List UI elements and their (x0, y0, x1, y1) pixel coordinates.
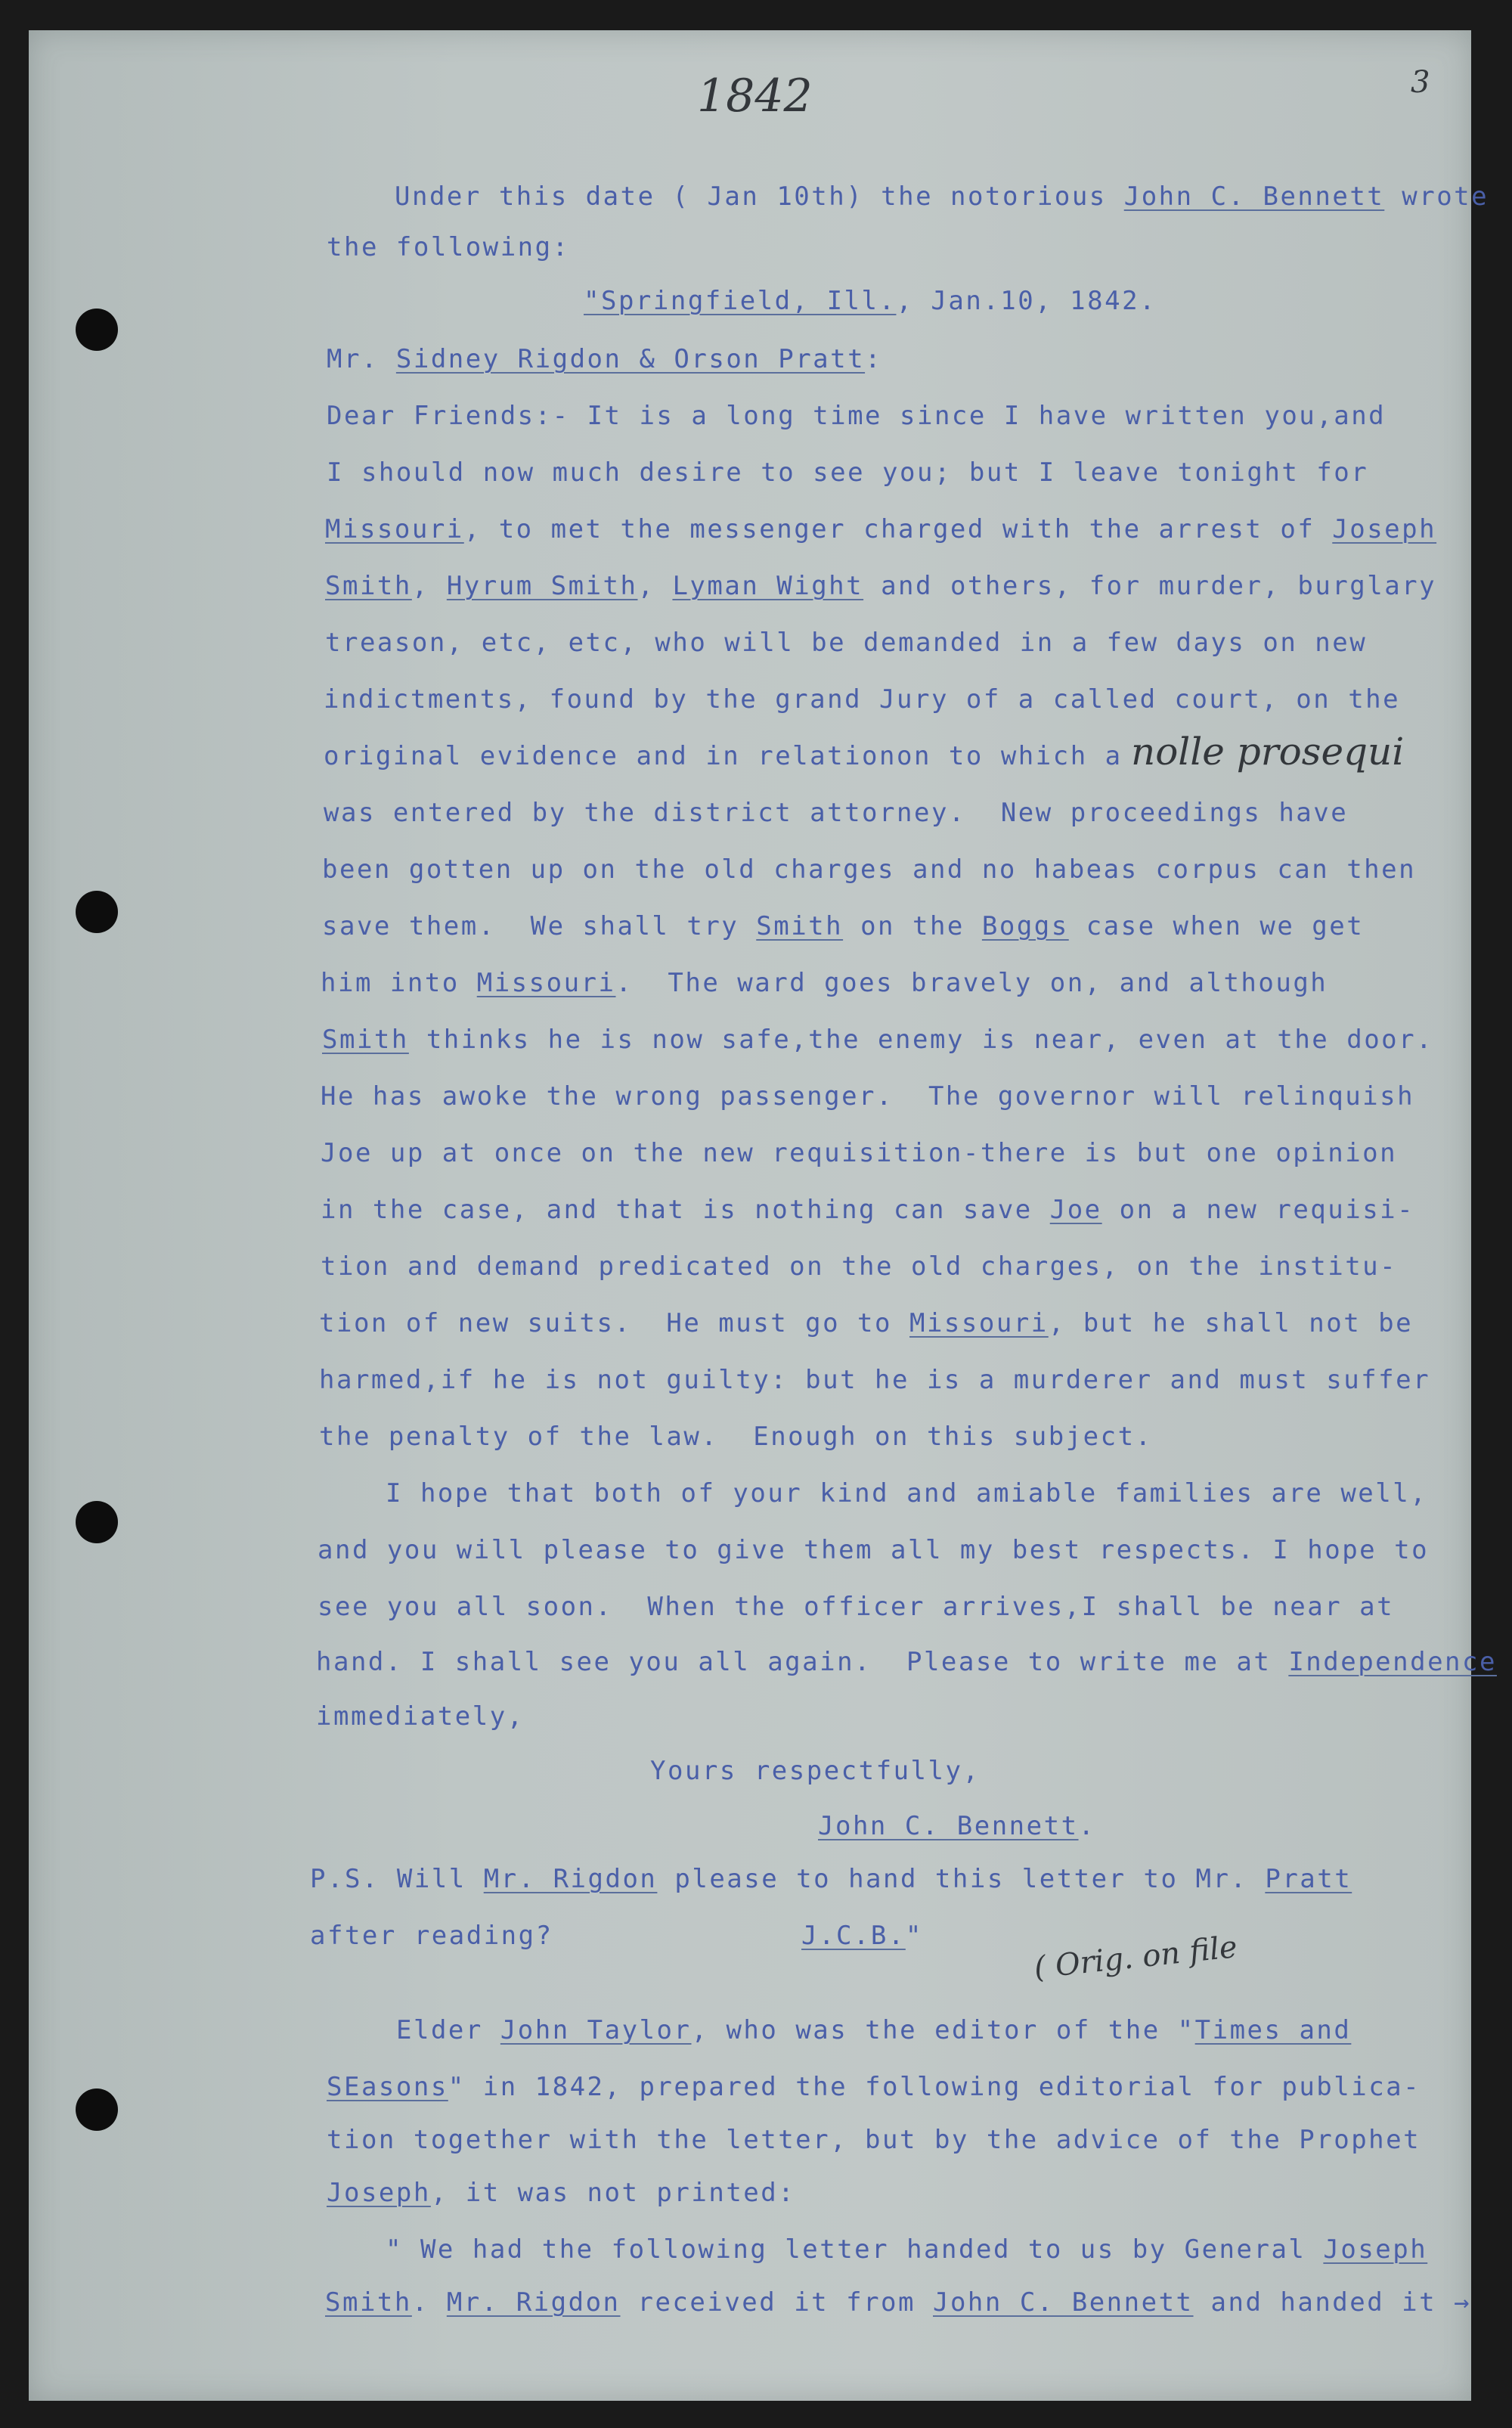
line-text: " We had the following letter handed to us by General (386, 2234, 1324, 2265)
underlined-name: John C. Bennett (1123, 181, 1385, 212)
line-text: thinks he is now safe,the enemy is near, even at the door. (408, 1025, 1434, 1055)
underlined-name: Mr. Rigdon (483, 1864, 658, 1894)
underlined-name: Independence (1288, 1647, 1497, 1677)
line-text: tion together with the letter, but by the advice of the Prophet (327, 2125, 1421, 2155)
typed-line (321, 968, 1328, 998)
typed-line (316, 1647, 1497, 1677)
typed-line (321, 1138, 1397, 1168)
underlined-name: Missouri (909, 1308, 1049, 1338)
underlined-name: Times and (1194, 2015, 1352, 2045)
punch-hole (76, 2088, 118, 2131)
typed-line (324, 798, 1348, 828)
typed-line (325, 2287, 1471, 2318)
underlined-name: Mr. Rigdon (446, 2287, 621, 2318)
underlined-name: Smith (322, 1025, 409, 1055)
typed-line (386, 2234, 1427, 2265)
typed-line (325, 514, 1436, 544)
line-text: " (905, 1921, 923, 1951)
typed-line (818, 1811, 1096, 1841)
line-text: please to hand this letter to Mr. (657, 1864, 1266, 1894)
line-text: , who was the editor of the " (691, 2015, 1195, 2045)
line-text: on the (843, 911, 982, 941)
handwritten-nolle-prosequi: nolle prosequi (1131, 730, 1405, 774)
line-text: received it from (620, 2287, 933, 2318)
underlined-name: John C. Bennett (818, 1811, 1079, 1841)
line-text: original evidence and in relationon to which a (324, 741, 1123, 771)
underlined-name: Sidney Rigdon & Orson Pratt (395, 344, 866, 374)
line-text: Under this date ( Jan 10th) the notorious (395, 181, 1124, 212)
line-text: . (411, 2287, 447, 2318)
typed-line (327, 401, 1386, 431)
line-text: I hope that both of your kind and amiable families are well, (386, 1478, 1428, 1509)
punch-hole (76, 309, 118, 351)
underlined-name: John Taylor (500, 2015, 692, 2045)
underlined-name: "Springfield, Ill. (584, 286, 897, 316)
line-text: . The ward goes bravely on, and although (615, 968, 1328, 998)
underlined-name: Joe (1049, 1195, 1102, 1225)
handwritten-page-number: 3 (1411, 65, 1430, 100)
punch-hole (76, 891, 118, 933)
typed-line (395, 181, 1489, 212)
typed-line (322, 854, 1416, 885)
line-text: hand. I shall see you all again. Please to write me at (316, 1647, 1289, 1677)
line-text: and others, for murder, burglary (863, 571, 1437, 601)
typed-line (325, 571, 1436, 601)
line-text: harmed,if he is not guilty: but he is a murderer and must suffer (319, 1365, 1431, 1395)
line-text: the following: (327, 232, 570, 262)
typed-line (322, 911, 1364, 941)
line-text: Yours respectfully, (650, 1756, 981, 1786)
typed-line (321, 1251, 1397, 1282)
typed-line (310, 1864, 1352, 1894)
line-text: : (865, 344, 883, 374)
line-text: " in 1842, prepared the following editorial for publica- (448, 2072, 1421, 2102)
line-text: , (411, 571, 447, 601)
line-text: the penalty of the law. Enough on this subject. (319, 1422, 1153, 1452)
line-text: on a new requisi- (1101, 1195, 1415, 1225)
line-text: P.S. Will (310, 1864, 484, 1894)
typed-line (319, 1365, 1430, 1395)
line-text: case when we get (1068, 911, 1365, 941)
line-text: treason, etc, etc, who will be demanded in a few days on new (325, 628, 1368, 658)
typed-line (396, 2015, 1351, 2045)
typed-line (322, 1025, 1433, 1055)
underlined-name: Lyman Wight (672, 571, 864, 601)
typed-line (801, 1921, 923, 1951)
typed-line (319, 1422, 1153, 1452)
typed-line (319, 1308, 1413, 1338)
typed-line (327, 457, 1368, 488)
typed-line (650, 1756, 980, 1786)
line-text: save them. We shall try (322, 911, 757, 941)
line-text: , to met the messenger charged with the arrest of (463, 514, 1333, 544)
typed-line (318, 1535, 1429, 1565)
typed-line (321, 1195, 1414, 1225)
typed-line (324, 684, 1400, 715)
line-text: and handed it → (1193, 2287, 1472, 2318)
line-text: Dear Friends:- It is a long time since I have written you,and (327, 401, 1387, 431)
underlined-name: Joseph (1323, 2234, 1428, 2265)
underlined-name: SEasons (327, 2072, 448, 2102)
line-text: in the case, and that is nothing can save (321, 1195, 1050, 1225)
typed-line (321, 1081, 1414, 1112)
underlined-name: Boggs (981, 911, 1069, 941)
underlined-name: J.C.B. (801, 1921, 906, 1951)
line-text: Joe up at once on the new requisition-there is but one opinion (321, 1138, 1398, 1168)
line-text: tion of new suits. He must go to (319, 1308, 909, 1338)
line-text: He has awoke the wrong passenger. The governor will relinquish (321, 1081, 1415, 1112)
line-text: immediately, (316, 1701, 525, 1732)
punch-hole (76, 1501, 118, 1543)
line-text: indictments, found by the grand Jury of a called court, on the (324, 684, 1401, 715)
line-text: wrote (1384, 181, 1489, 212)
line-text: and you will please to give them all my best respects. I hope to (318, 1535, 1430, 1565)
typed-line (324, 741, 1123, 771)
underlined-name: Missouri (325, 514, 464, 544)
typed-line (318, 1592, 1394, 1622)
typed-line (386, 1478, 1427, 1509)
line-text: after reading? (310, 1921, 553, 1951)
typed-line (327, 2072, 1421, 2102)
handwritten-orig-on-file: ( Orig. on file (1032, 1929, 1239, 1986)
handwritten-year: 1842 (697, 70, 813, 122)
underlined-name: Missouri (476, 968, 616, 998)
line-text: was entered by the district attorney. New proceedings have (324, 798, 1349, 828)
typed-line (584, 286, 1157, 316)
underlined-name: Pratt (1265, 1864, 1352, 1894)
line-text: , Jan.10, 1842. (896, 286, 1157, 316)
typed-line (325, 628, 1367, 658)
line-text: been gotten up on the old charges and no habeas corpus can then (322, 854, 1417, 885)
line-text: , it was not printed: (430, 2178, 796, 2208)
underlined-name: Joseph (1332, 514, 1437, 544)
line-text: tion and demand predicated on the old charges, on the institu- (321, 1251, 1398, 1282)
underlined-name: Hyrum Smith (446, 571, 638, 601)
typed-line (316, 1701, 525, 1732)
typed-line (327, 232, 570, 262)
line-text: Mr. (327, 344, 396, 374)
typed-line (327, 344, 882, 374)
line-text: Elder (396, 2015, 500, 2045)
underlined-name: Smith (325, 2287, 412, 2318)
typed-line (327, 2178, 795, 2208)
underlined-name: Joseph (327, 2178, 431, 2208)
underlined-name: Smith (756, 911, 844, 941)
typed-line (310, 1921, 553, 1951)
underlined-name: John C. Bennett (932, 2287, 1194, 2318)
line-text: him into (321, 968, 477, 998)
typed-line (327, 2125, 1421, 2155)
line-text: I should now much desire to see you; but I leave tonight for (327, 457, 1369, 488)
line-text: . (1078, 1811, 1096, 1841)
line-text: see you all soon. When the officer arrives,I shall be near at (318, 1592, 1395, 1622)
line-text: , (637, 571, 673, 601)
line-text: , but he shall not be (1048, 1308, 1414, 1338)
underlined-name: Smith (325, 571, 412, 601)
